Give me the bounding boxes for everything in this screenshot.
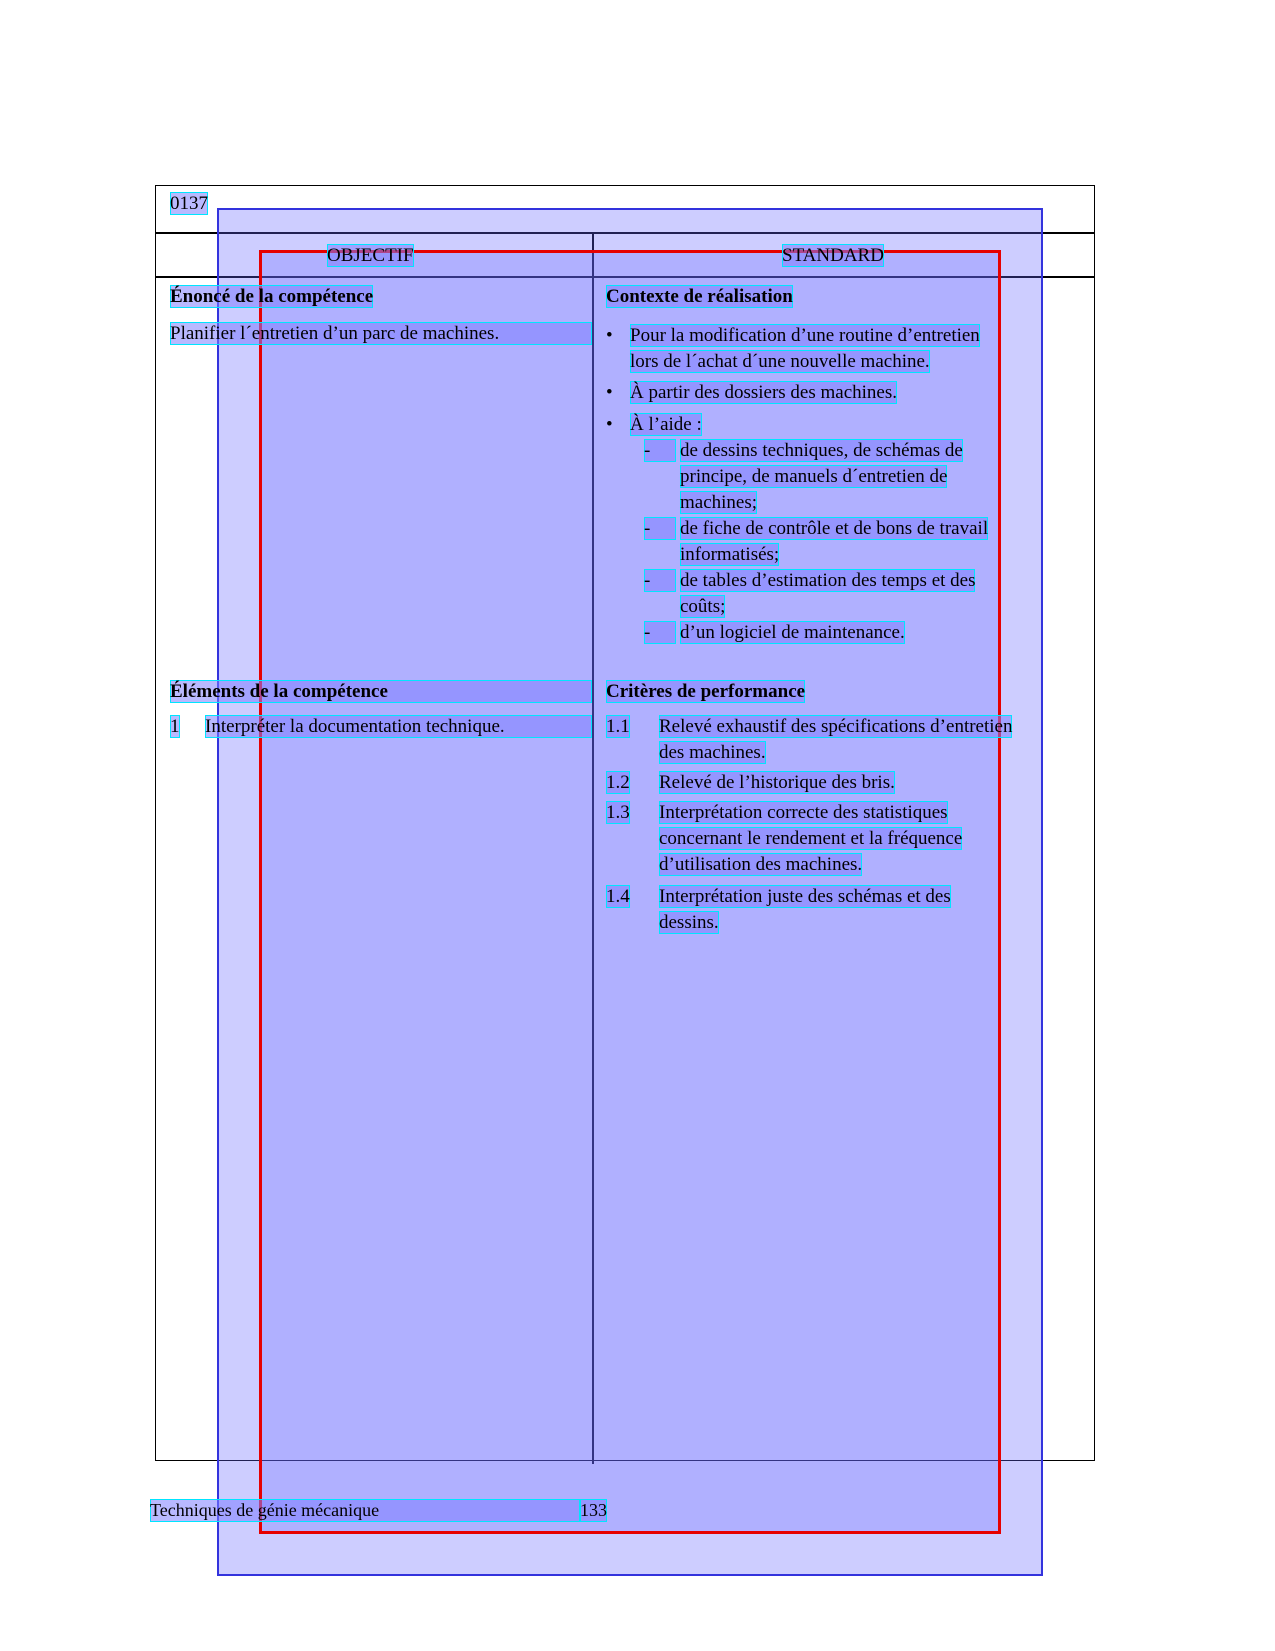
bullet-icon: •: [606, 325, 613, 346]
critere-text-cont: d’utilisation des machines.: [659, 854, 863, 875]
dash-icon: -: [644, 569, 676, 592]
critere-number: 1.1: [606, 716, 630, 737]
critere-text: Relevé exhaustif des spécifications d’entretien: [659, 716, 1013, 737]
contexte-bullet-2: À partir des dossiers des machines.: [630, 382, 897, 403]
column-header-objective: OBJECTIF: [327, 245, 414, 266]
aide-item-1: de dessins techniques, de schémas de: [680, 440, 963, 461]
critere-text: Relevé de l’historique des bris.: [659, 772, 895, 793]
footer-page-number: 133: [580, 1500, 607, 1520]
contexte-bullet-3: À l’aide :: [630, 414, 702, 435]
dash-icon: -: [644, 621, 676, 644]
aide-item-2: de fiche de contrôle et de bons de travail: [680, 518, 989, 539]
critere-text: Interprétation juste des schémas et des: [659, 886, 951, 907]
criteres-heading: Critères de performance: [606, 681, 806, 702]
critere-text-cont: des machines.: [659, 742, 766, 763]
aide-item-3: de tables d’estimation des temps et des: [680, 570, 976, 591]
critere-text-cont: concernant le rendement et la fréquence: [659, 828, 963, 849]
enonce-text: Planifier l´entretien d’un parc de machines.: [170, 322, 592, 345]
footer-title: Techniques de génie mécanique: [150, 1499, 580, 1522]
critere-text-cont: dessins.: [659, 912, 719, 933]
competency-code: 0137: [170, 193, 208, 214]
contexte-heading: Contexte de réalisation: [606, 286, 793, 307]
bullet-icon: •: [606, 414, 613, 435]
aide-item-1-cont: machines;: [680, 492, 758, 513]
dash-icon: -: [644, 439, 676, 462]
column-header-standard: STANDARD: [782, 245, 884, 266]
bullet-icon: •: [606, 382, 613, 403]
aide-item-4: d’un logiciel de maintenance.: [680, 622, 905, 643]
element-text: Interpréter la documentation technique.: [205, 715, 592, 738]
enonce-heading: Énoncé de la compétence: [170, 286, 374, 307]
element-number: 1: [170, 716, 180, 737]
aide-item-3-cont: coûts;: [680, 596, 726, 617]
aide-item-2-cont: informatisés;: [680, 544, 780, 565]
aide-item-1-cont: principe, de manuels d´entretien de: [680, 466, 948, 487]
critere-text: Interprétation correcte des statistiques: [659, 802, 948, 823]
critere-number: 1.4: [606, 886, 630, 907]
critere-number: 1.2: [606, 772, 630, 793]
dash-icon: -: [644, 517, 676, 540]
contexte-bullet-1-cont: lors de l´achat d´une nouvelle machine.: [630, 351, 930, 372]
contexte-bullet-1: Pour la modification d’une routine d’entretien: [630, 325, 980, 346]
critere-number: 1.3: [606, 802, 630, 823]
elements-heading: Éléments de la compétence: [170, 680, 592, 703]
